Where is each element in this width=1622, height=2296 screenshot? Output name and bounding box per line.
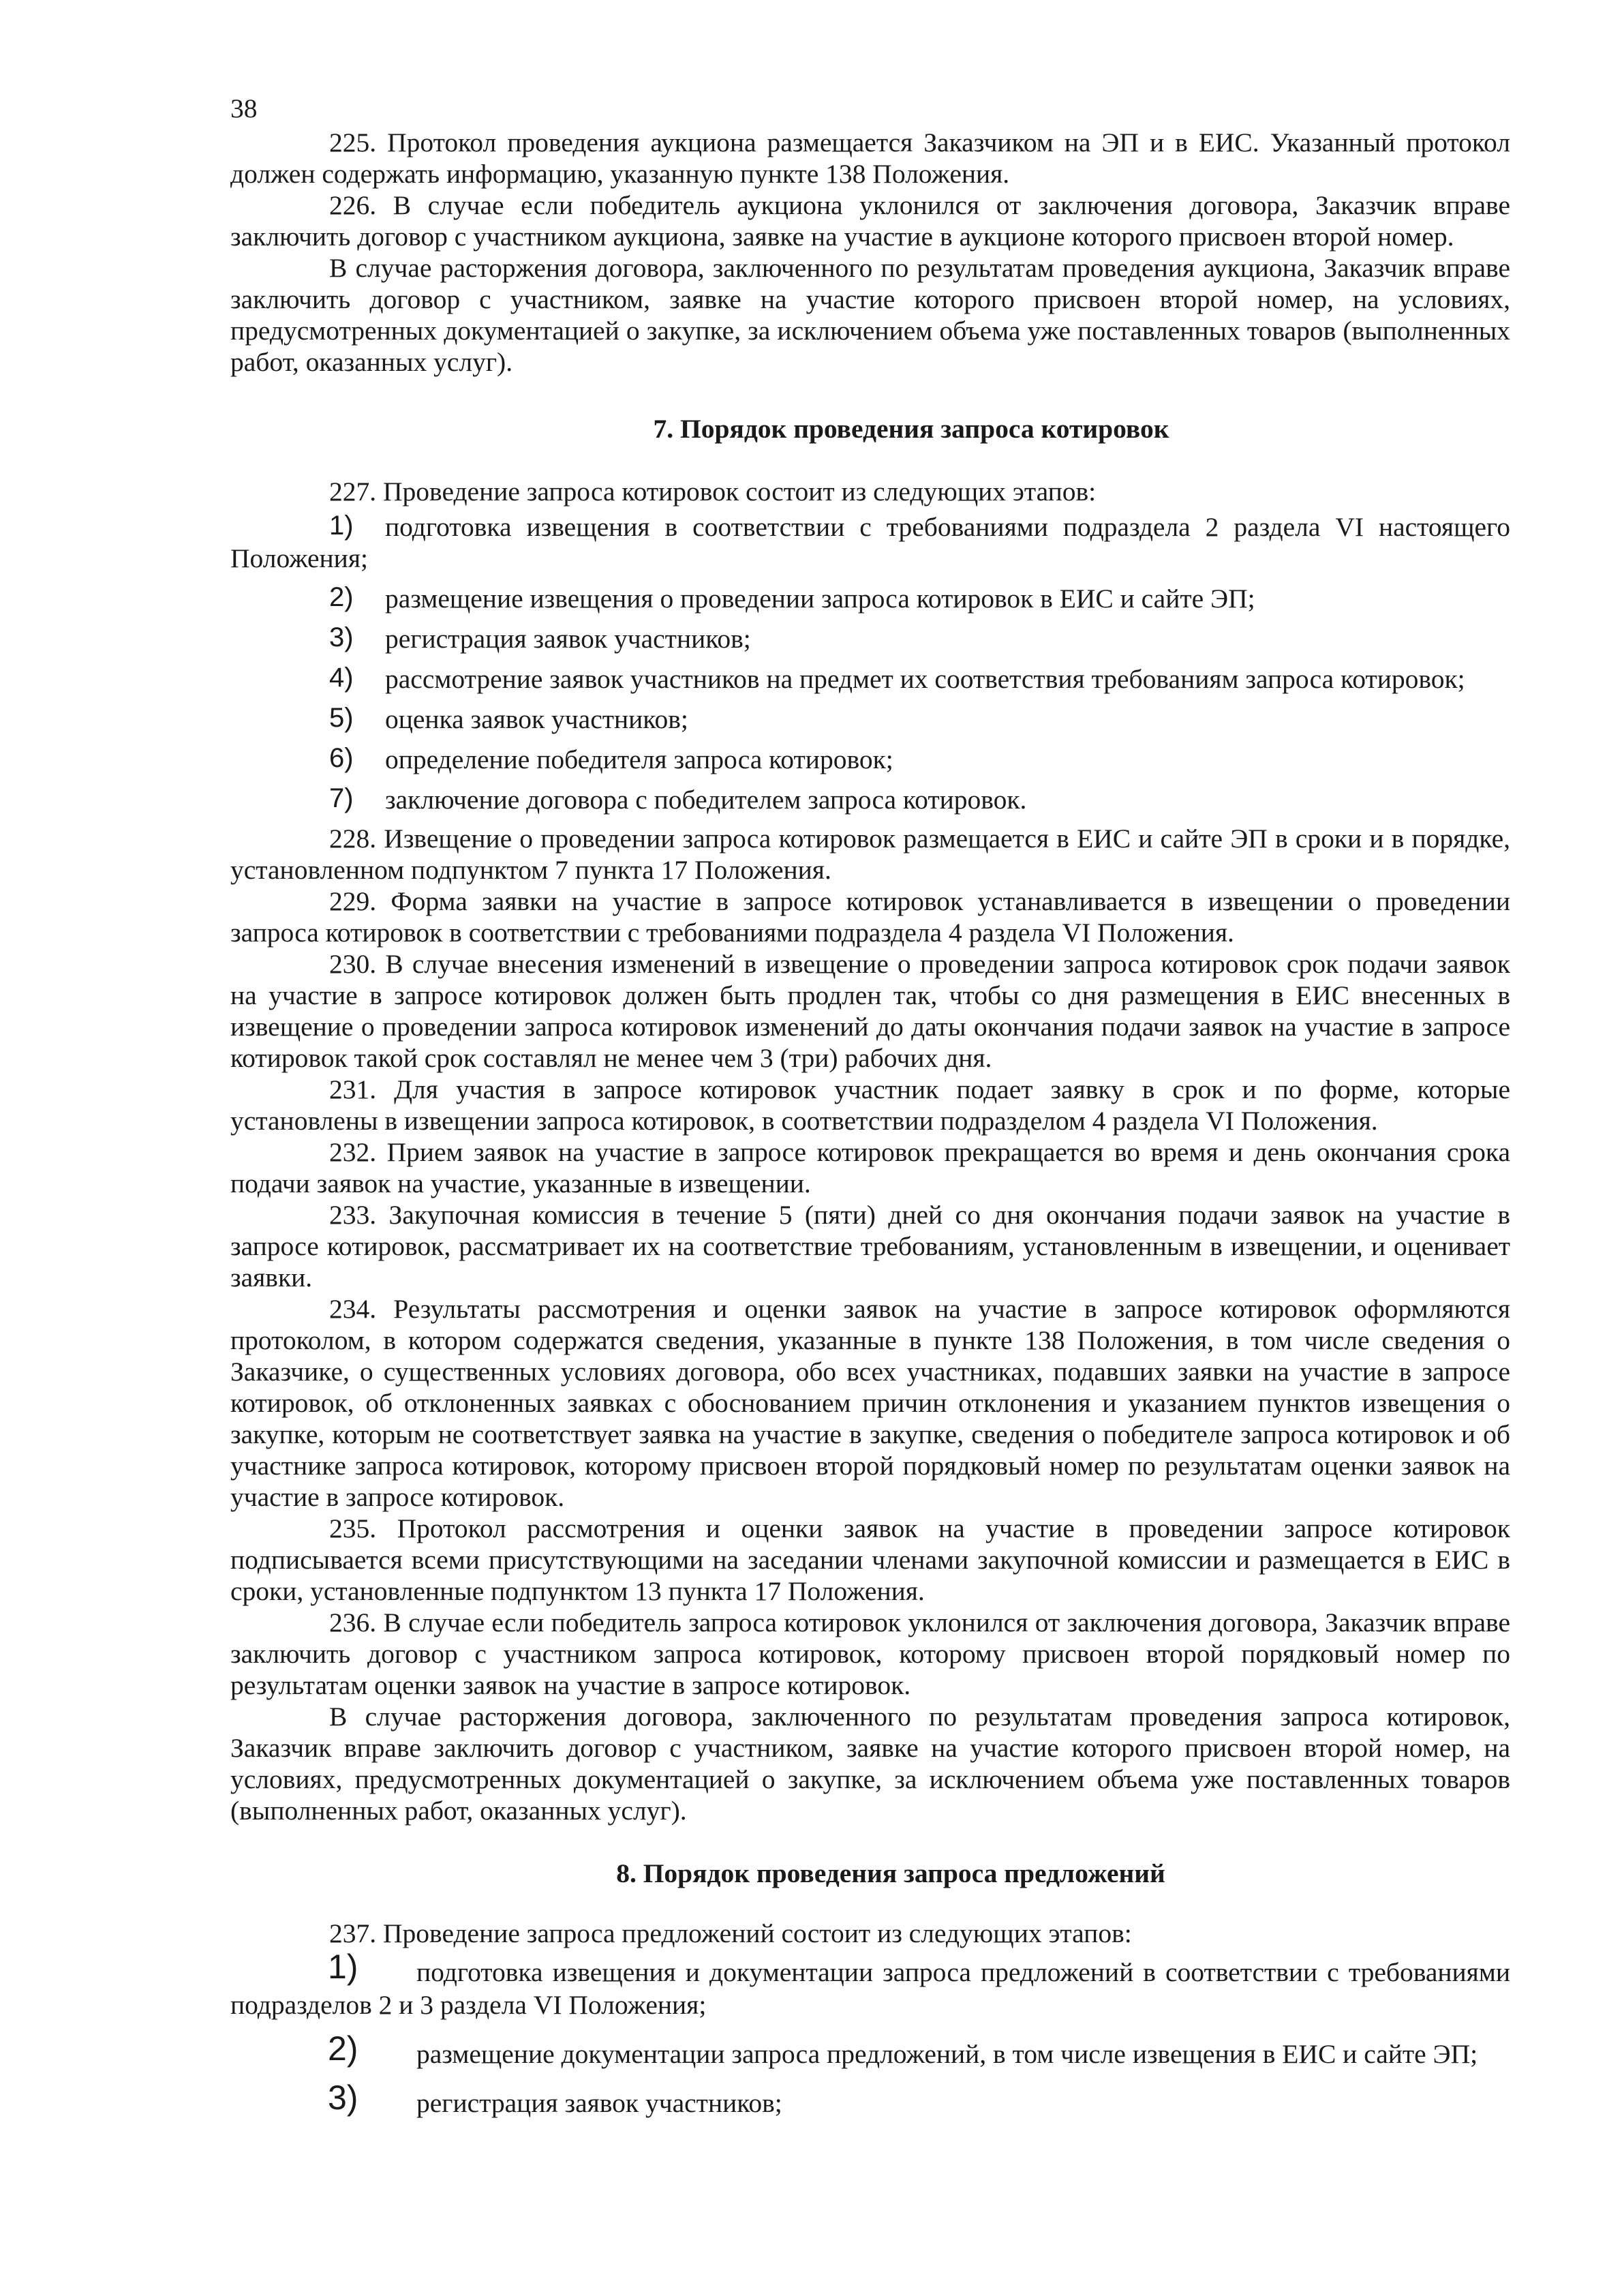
paragraph-236: 236. В случае если победитель запроса котировок уклонился от заключения договора, Заказчик вправе заключить договор с участником запроса котировок, которому присвоен второй порядковый номер по результатам оценки заявок на участие в запросе котировок.	[230, 1607, 1510, 1700]
section-8	[230, 1918, 1510, 2119]
paragraph-233: 233. Закупочная комиссия в течение 5 (пяти) дней со дня окончания подачи заявок на участие в запросе котировок, рассматривает их на соответствие требованиям, установленным в извещении, и оценивает заявки.	[230, 1200, 1510, 1293]
list-item-text: размещение извещения о проведении запроса котировок в ЕИС и сайте ЭП;	[385, 584, 1255, 614]
paragraph-229: 229. Форма заявки на участие в запросе котировок устанавливается в извещении о проведении запроса котировок в соответствии с требованиями подраздела 4 раздела VI Положения.	[230, 886, 1510, 948]
list-item-text: размещение документации запроса предложений, в том числе извещения в ЕИС и сайте ЭП;	[416, 2039, 1478, 2069]
paragraph-237: 237. Проведение запроса предложений состоит из следующих этапов:	[329, 1918, 1132, 1948]
paragraph-230: 230. В случае внесения изменений в извещение о проведении запроса котировок срок подачи заявок на участие в запросе котировок должен быть продлен так, чтобы со дня размещения в ЕИС внесенных в извещение о проведении запроса котировок изменений до даты окончания подачи заявок на участие в запросе котировок такой срок составлял не менее чем 3 (три) рабочих дня.	[230, 949, 1510, 1073]
preceding-section	[230, 127, 1510, 378]
list-item	[230, 2081, 1510, 2119]
list-marker: 3)	[328, 2079, 358, 2117]
list-item-text: регистрация заявок участников;	[416, 2088, 782, 2118]
section-7-paragraphs	[230, 823, 1510, 1826]
list-item	[230, 510, 1510, 574]
list-item-text: подготовка извещения и документации запроса предложений в соответствии с требованиями подразделов 2 и 3 раздела VI Положения;	[230, 1957, 1510, 2020]
list-marker: 1)	[328, 1948, 358, 1986]
list-item-text: подготовка извещения в соответствии с требованиями подраздела 2 раздела VI настоящего Положения;	[230, 512, 1510, 573]
list-marker: 1)	[329, 511, 354, 541]
list-item	[230, 662, 1510, 695]
list-marker: 7)	[329, 783, 354, 813]
paragraph-232: 232. Прием заявок на участие в запросе котировок прекращается во время и день окончания срока подачи заявок на участие, указанные в извещении.	[230, 1137, 1510, 1198]
list-marker: 5)	[329, 703, 354, 733]
paragraph-226: 226. В случае если победитель аукциона уклонился от заключения договора, Заказчик вправе заключить договор с участником аукциона, заявке на участие в аукционе которого присвоен второй номер.	[230, 190, 1510, 252]
document-page	[230, 93, 1510, 2130]
list-marker: 4)	[329, 663, 354, 693]
paragraph-227: 227. Проведение запроса котировок состоит из следующих этапов:	[329, 477, 1097, 507]
list-item-text: заключение договора с победителем запроса котировок.	[385, 785, 1027, 815]
paragraph-226-continuation: В случае расторжения договора, заключенного по результатам проведения аукциона, Заказчик вправе заключить договор с участником, заявке на участие которого присвоен второй номер, на условиях, предусмотренных документацией о закупке, за исключением объема уже поставленных товаров (выполненных работ, оказанных услуг).	[230, 253, 1510, 377]
paragraph-225: 225. Протокол проведения аукциона размещается Заказчиком на ЭП и в ЕИС. Указанный протокол должен содержать информацию, указанную пункте 138 Положения.	[230, 127, 1510, 189]
section-7	[230, 476, 1510, 1826]
list-item-text: рассмотрение заявок участников на предмет их соответствия требованиям запроса котировок;	[385, 664, 1465, 694]
page-number: 38	[230, 93, 258, 123]
list-marker: 3)	[329, 622, 354, 652]
section-8-heading: 8. Порядок проведения запроса предложений	[616, 1858, 1165, 1888]
list-item	[230, 783, 1510, 815]
paragraph-236-continuation: В случае расторжения договора, заключенного по результатам проведения запроса котировок, Заказчик вправе заключить договор с участником, заявке на участие которого присвоен второй номер, на условиях, предусмотренных документацией о закупке, за исключением объема уже поставленных товаров (выполненных работ, оказанных услуг).	[230, 1702, 1510, 1826]
section-7-heading: 7. Порядок проведения запроса котировок	[653, 414, 1169, 444]
paragraph-228: 228. Извещение о проведении запроса котировок размещается в ЕИС и сайте ЭП в сроки и в порядке, установленном подпунктом 7 пункта 17 Положения.	[230, 824, 1510, 885]
list-item	[230, 742, 1510, 775]
list-item	[230, 581, 1510, 614]
list-item	[230, 702, 1510, 735]
list-marker: 2)	[329, 582, 354, 612]
stage-list-237	[230, 1950, 1510, 2119]
stage-list-227	[230, 510, 1510, 815]
paragraph-234: 234. Результаты рассмотрения и оценки заявок на участие в запросе котировок оформляются протоколом, в котором содержатся сведения, указанные в пункте 138 Положения, в том числе сведения о Заказчике, о существенных условиях договора, обо всех участниках, подавших заявки на участие в запросе котировок, об отклоненных заявках с обоснованием причин отклонения и указанием пунктов извещения о закупке, которым не соответствует заявка на участие в закупке, сведения о победителе запроса котировок и об участнике запроса котировок, которому присвоен второй порядковый номер по результатам оценки заявок на участие в запросе котировок.	[230, 1294, 1510, 1512]
list-marker: 6)	[329, 743, 354, 773]
paragraph-235: 235. Протокол рассмотрения и оценки заявок на участие в проведении запросе котировок подписывается всеми присутствующими на заседании членами закупочной комиссии и размещается в ЕИС в сроки, установленные подпунктом 13 пункта 17 Положения.	[230, 1513, 1510, 1606]
list-item	[230, 1950, 1510, 2021]
list-item	[230, 622, 1510, 654]
list-item-text: определение победителя запроса котировок;	[385, 744, 893, 774]
list-marker: 2)	[328, 2029, 358, 2068]
list-item-text: регистрация заявок участников;	[385, 624, 751, 654]
paragraph-231: 231. Для участия в запросе котировок участник подает заявку в срок и по форме, которые установлены в извещении запроса котировок, в соответствии подразделом 4 раздела VI Положения.	[230, 1074, 1510, 1136]
list-item-text: оценка заявок участников;	[385, 704, 688, 734]
list-item	[230, 2029, 1510, 2070]
